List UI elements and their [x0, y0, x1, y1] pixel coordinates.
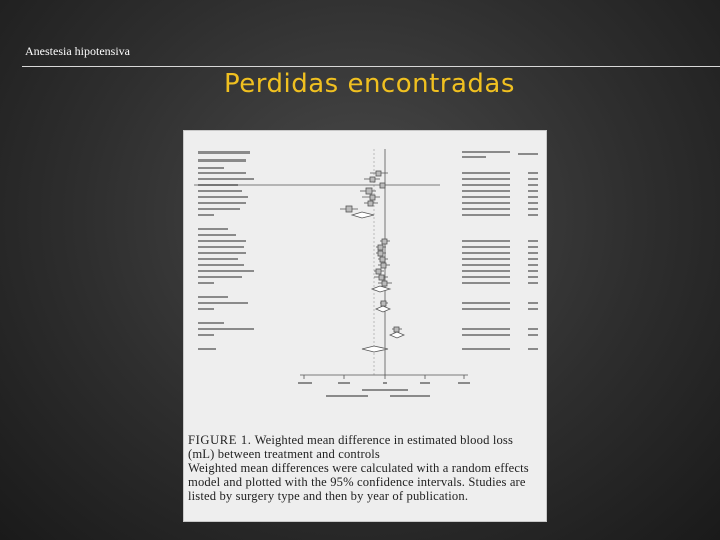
figure-caption-heading: Weighted mean difference in estimated blood loss (mL) between treatment and controls	[188, 433, 514, 462]
header-label: Anestesia hipotensiva	[25, 44, 130, 58]
header-divider	[22, 66, 720, 67]
forest-plot	[184, 131, 546, 427]
slide-title: Perdidas encontradas	[224, 69, 515, 99]
forest-plot-graphic	[184, 131, 546, 427]
figure-caption	[188, 433, 538, 503]
figure-caption-body: Weighted mean differences were calculated with a random effects model and plotted with the 95% confidence intervals. Studies are listed by surgery type and then by year of publication.	[188, 461, 529, 504]
figure-label: FIGURE 1.	[188, 433, 252, 447]
figure-image	[183, 130, 547, 522]
